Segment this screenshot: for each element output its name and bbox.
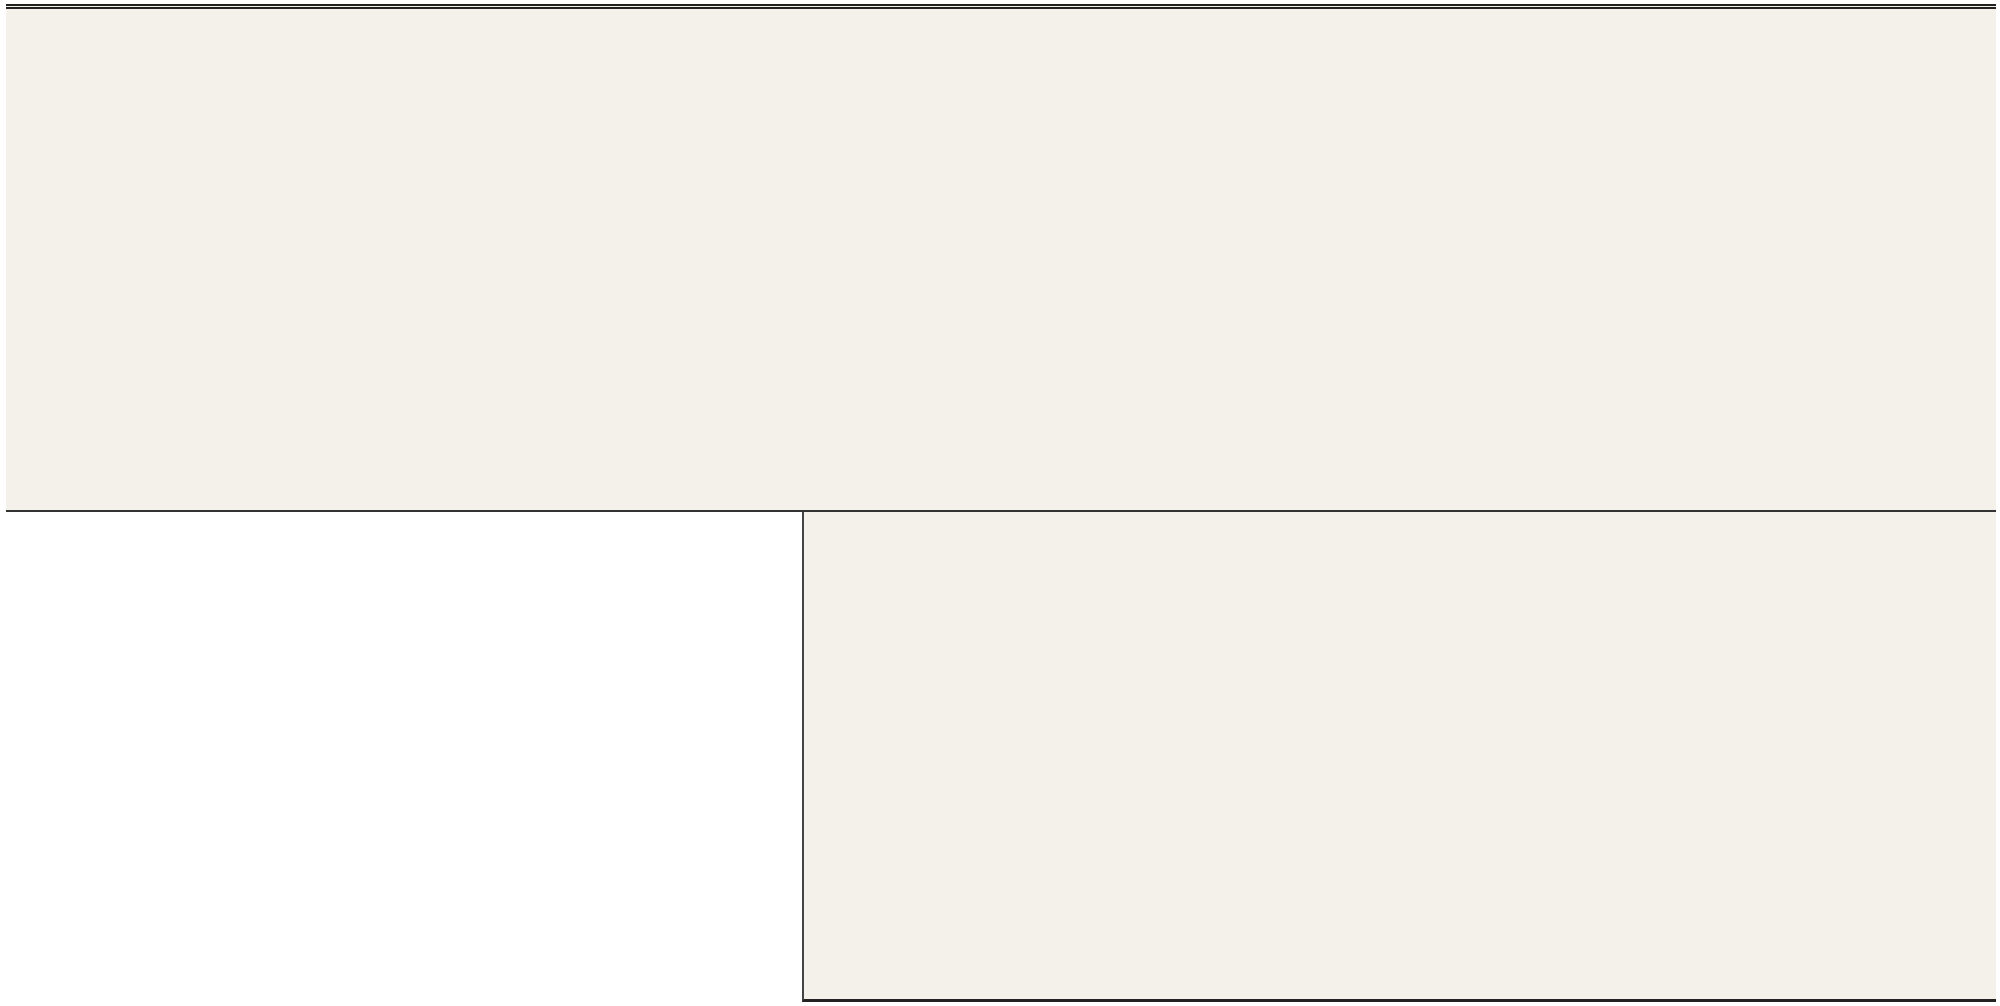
advertisement-clipping-bottom	[802, 512, 1996, 1002]
advertisement-clipping-top	[6, 4, 1996, 512]
